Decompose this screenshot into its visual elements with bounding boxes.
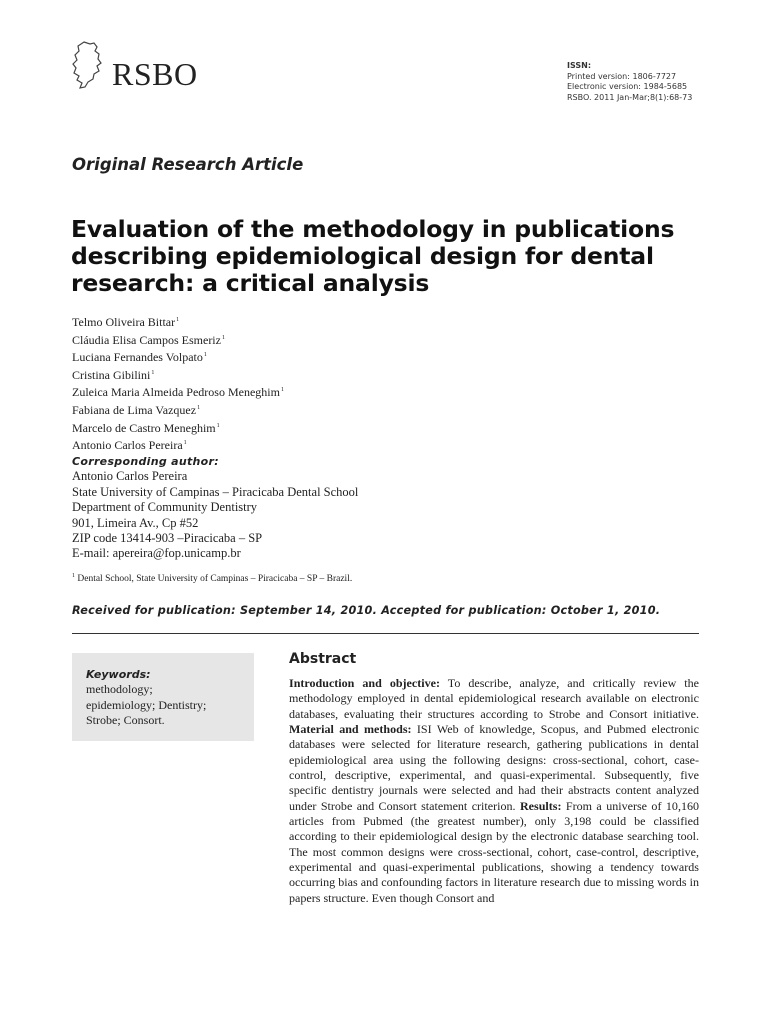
affiliation-mark: 1 bbox=[72, 573, 75, 579]
corresponding-author bbox=[72, 454, 358, 562]
title-line: describing epidemiological design for dental bbox=[71, 242, 654, 270]
rsbo-map-icon bbox=[70, 40, 108, 90]
keywords-line: methodology; bbox=[86, 682, 153, 697]
methods-label: Material and methods: bbox=[289, 722, 412, 737]
issn-label: ISSN: bbox=[567, 61, 592, 70]
author: Telmo Oliveira Bittar$^1$ bbox=[72, 315, 180, 329]
results-text: From a universe of 10,160 articles from Pubmed (the greatest number), only 3,198 could be classified according to their epidemiological design by the electronic database searching tool. The most common designs were cross-sectional, cohort, case-control, descriptive, experimental and quasi-experimental publications, showing a tendency towards occurring bias and confounding factors in literature research due to missing words in papers structure. Even though Consort and bbox=[289, 798, 700, 905]
author: Antonio Carlos Pereira$^1$ bbox=[72, 438, 187, 453]
keywords-label: Keywords: bbox=[86, 668, 151, 681]
issn-electronic: Electronic version: 1984-5685 bbox=[567, 82, 688, 91]
received-dates: Received for publication: September 14, 2010. Accepted for publication: October 1, 2010. bbox=[72, 604, 661, 617]
email-line bbox=[72, 546, 358, 561]
intro-label: Introduction and objective: bbox=[289, 676, 440, 690]
issn-block bbox=[567, 61, 692, 103]
corresponding-line: State University of Campinas – Piracicaba Dental School bbox=[72, 484, 359, 499]
author: Luciana Fernandes Volpato$^1$ bbox=[72, 350, 207, 365]
corresponding-label: Corresponding author: bbox=[72, 455, 219, 468]
results-label: Results: bbox=[519, 798, 562, 813]
article-title bbox=[71, 216, 711, 297]
author: Fabiana de Lima Vazquez$^1$ bbox=[72, 402, 201, 417]
keywords-line: epidemiology; Dentistry; bbox=[86, 697, 207, 712]
corresponding-line: Antonio Carlos Pereira bbox=[72, 469, 188, 484]
corresponding-line: 901, Limeira Av., Cp #52 bbox=[72, 515, 199, 530]
issn-printed: Printed version: 1806-7727 bbox=[567, 71, 677, 81]
intro-text: To describe, analyze, and critically review the methodology employed in dental epidemiological research available on electronic databases, evaluating their structures according to Strobe and Consort initiative. bbox=[289, 676, 700, 721]
author: Marcelo de Castro Meneghim$^1$ bbox=[72, 420, 220, 435]
email-link[interactable]: apereira@fop.unicamp.br bbox=[112, 546, 241, 561]
author: Zuleica Maria Almeida Pedroso Meneghim$^1$ bbox=[72, 385, 284, 400]
corresponding-line: ZIP code 13414-903 –Piracicaba – SP bbox=[72, 531, 263, 546]
abstract-heading: Abstract bbox=[289, 651, 357, 667]
email-label: E-mail: bbox=[72, 546, 110, 561]
title-line: research: a critical analysis bbox=[71, 269, 430, 297]
issn-citation: RSBO. 2011 Jan-Mar;8(1):68-73 bbox=[567, 92, 693, 102]
abstract-text bbox=[289, 676, 699, 906]
corresponding-line: Department of Community Dentistry bbox=[72, 500, 258, 515]
affiliation-note bbox=[72, 573, 352, 584]
keywords-box bbox=[72, 653, 254, 741]
journal-logo bbox=[70, 40, 198, 90]
article-type: Original Research Article bbox=[72, 155, 304, 174]
affiliation-text: Dental School, State University of Campinas – Piracicaba – SP – Brazil. bbox=[77, 574, 353, 585]
methods-text: ISI Web of knowledge, Scopus, and Pubmed electronic databases were selected for literature research, gathering publications in dental epidemiological area using the following designs: cross-sectional, cohort, case-control, descriptive, experimental, and quasi-experimental. Subsequently, five specific dentistry journals were selected and had their abstracts content analyzed under Strobe and Consort statement criterion. bbox=[289, 722, 699, 813]
section-divider bbox=[72, 633, 699, 634]
author: Cristina Gibilini$^1$ bbox=[72, 367, 155, 382]
keywords-line: Strobe; Consort. bbox=[86, 713, 165, 728]
author: Cláudia Elisa Campos Esmeriz$^1$ bbox=[72, 332, 225, 347]
logo-text: RSBO bbox=[112, 56, 198, 92]
title-line: Evaluation of the methodology in publications bbox=[71, 215, 675, 243]
author-list bbox=[72, 313, 284, 454]
